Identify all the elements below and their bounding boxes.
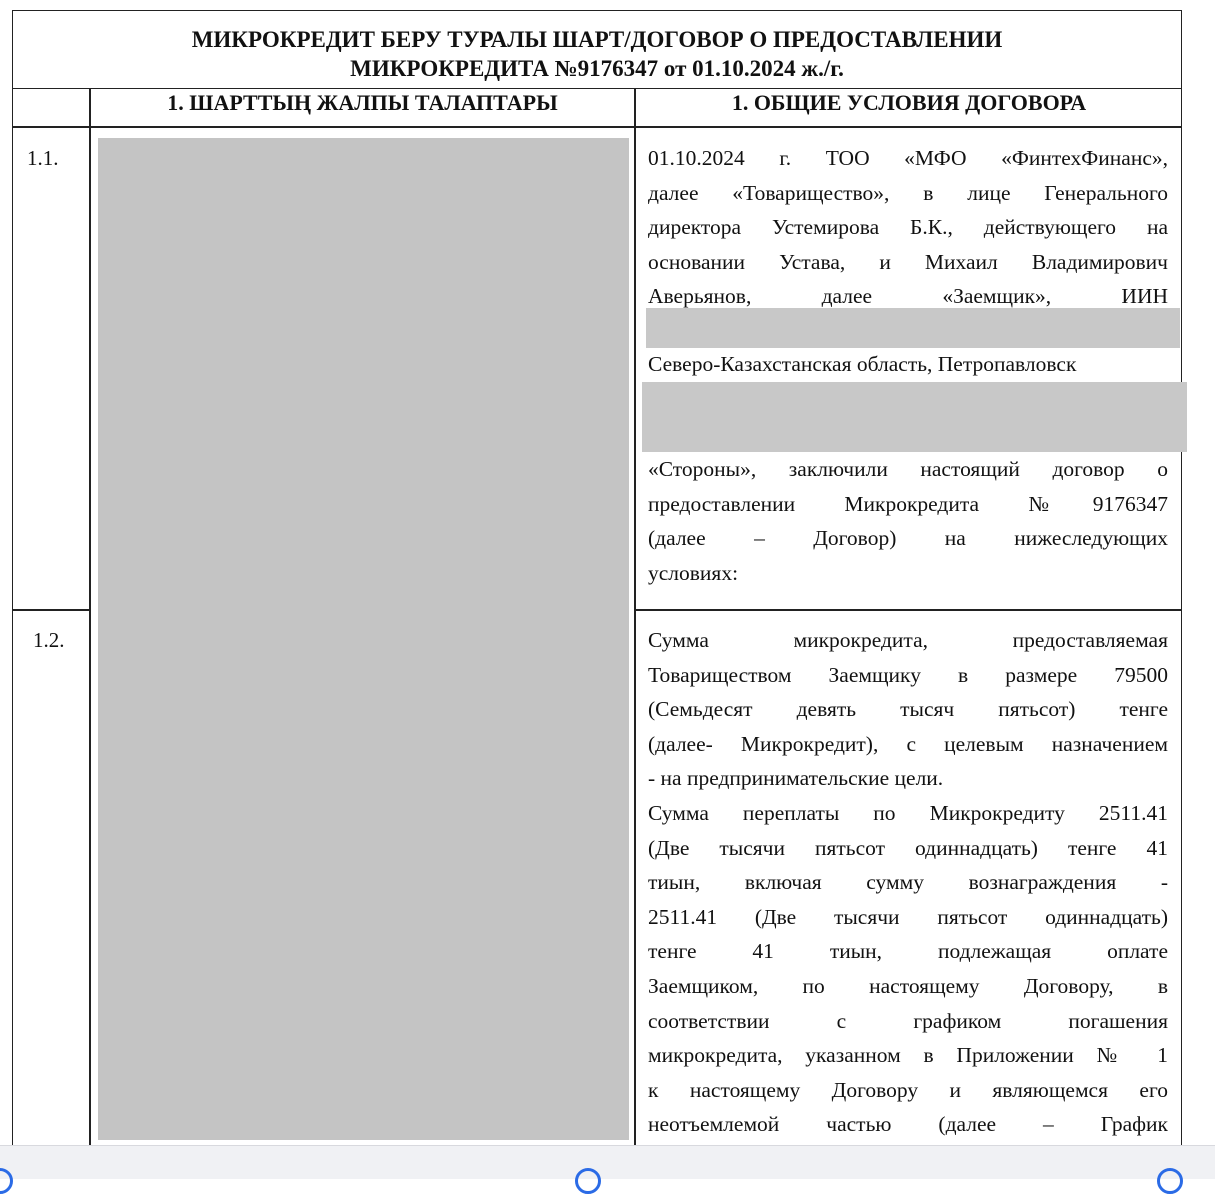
toolbar-circle-icon[interactable] xyxy=(575,1168,601,1194)
column-divider-2 xyxy=(634,88,636,1145)
text-line: к настоящему Договору и являющемся его xyxy=(648,1077,1168,1102)
text-line: предоставлении Микрокредита №9176347 xyxy=(648,491,1168,516)
header-ru: 1. ОБЩИЕ УСЛОВИЯ ДОГОВОРА xyxy=(731,90,1087,115)
text-line: 01.10.2024 г. ТОО «МФО «ФинтехФинанс», xyxy=(648,146,1168,170)
text-line: Сумма микрокредита, предоставляемая xyxy=(648,628,1168,652)
clause-number-1-1: 1.1. xyxy=(27,146,59,170)
clause-1-1-text-b xyxy=(648,347,1168,382)
title-line-1: МИКРОКРЕДИТ БЕРУ ТУРАЛЫ ШАРТ/ДОГОВОР О ПРЕДОСТАВЛЕНИИ xyxy=(191,27,1003,52)
row-divider-left xyxy=(12,609,90,611)
clause-1-1-text-c xyxy=(648,452,1168,590)
text-line: Северо-Казахстанская область, Петропавловск xyxy=(648,352,1077,376)
text-line: Сумма переплаты по Микрокредиту 2511.41 xyxy=(648,800,1168,825)
text-line: «Стороны», заключили настоящий договор о xyxy=(648,457,1168,481)
text-line: директора Устемирова Б.К., действующего на xyxy=(648,215,1168,240)
document-title xyxy=(13,11,1181,89)
text-line: - на предпринимательские цели. xyxy=(648,766,944,791)
title-line-2: МИКРОКРЕДИТА №9176347 от 01.10.2024 ж./г. xyxy=(350,56,844,81)
header-row-divider xyxy=(12,126,1182,128)
text-line: (Семьдесят девять тысяч пятьсот) тенге xyxy=(648,697,1168,722)
text-line: неотъемлемой частью (далее – График xyxy=(648,1112,1168,1137)
text-line: тенге 41 тиын, подлежащая оплате xyxy=(648,939,1168,964)
redacted-kz-column xyxy=(98,138,629,1140)
toolbar-circle-icon[interactable] xyxy=(1157,1168,1183,1194)
text-line: (далее- Микрокредит), с целевым назначением xyxy=(648,731,1168,756)
text-line: микрокредита, указанном в Приложении № 1 xyxy=(648,1043,1168,1068)
clause-1-1-text-a xyxy=(648,141,1168,314)
text-line: Товариществом Заемщику в размере 79500 xyxy=(648,662,1168,687)
text-line: Аверьянов, далее «Заемщик», ИИН xyxy=(648,284,1168,309)
text-line: Заемщиком, по настоящему Договору, в xyxy=(648,973,1168,998)
text-line: тиын, включая сумму вознаграждения - xyxy=(648,870,1168,895)
text-line: (далее – Договор) на нижеследующих xyxy=(648,526,1168,551)
text-line: соответствии с графиком погашения xyxy=(648,1008,1168,1033)
text-line: 2511.41 (Две тысячи пятьсот одиннадцать) xyxy=(648,904,1168,929)
redacted-address xyxy=(642,382,1187,452)
viewer-toolbar xyxy=(0,1145,1215,1179)
text-line: (Две тысячи пятьсот одиннадцать) тенге 41 xyxy=(648,835,1168,860)
text-line: условиях: xyxy=(648,560,739,585)
text-line: далее «Товарищество», в лице Генерального xyxy=(648,180,1168,205)
text-line: основании Устава, и Михаил Владимирович xyxy=(648,249,1168,274)
clause-1-2-text xyxy=(648,623,1168,1142)
column-divider-1 xyxy=(89,88,91,1145)
redacted-iin xyxy=(646,308,1180,348)
header-kz: 1. ШАРТТЫҢ ЖАЛПЫ ТАЛАПТАРЫ xyxy=(167,90,558,115)
row-divider-right xyxy=(634,609,1182,611)
clause-number-1-2: 1.2. xyxy=(33,628,65,652)
